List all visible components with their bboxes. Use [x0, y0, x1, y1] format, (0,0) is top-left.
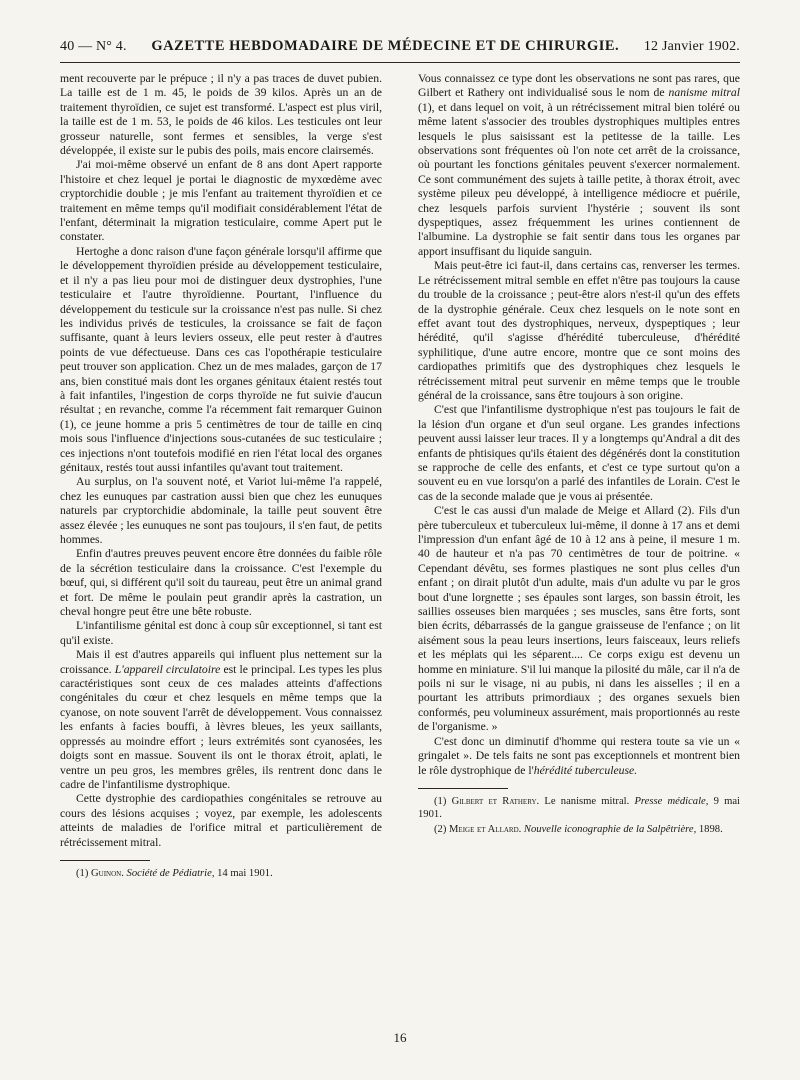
issue-date: 12 Janvier 1902.	[643, 39, 740, 54]
text-run: C'est donc un diminutif d'homme qui restera toute sa vie un « gringalet ». De tels faits ne sont pas exceptionnels et montrent bien le rôle dystrophique de l'	[418, 734, 740, 777]
paragraph	[60, 648, 382, 792]
italic-term: hérédité tuberculeuse.	[533, 763, 638, 777]
text-run: est le principal. Les types les plus caractéristiques sont ceux de ces malades atteints d'affections congénitales du cœur et chez lesquels en même temps que la cyanose, on note souvent l'arrêt de développement. Vous connaissez les enfants à facies bouffi, à lèvres bleues, les yeux saillants, oppressés au moindre effort ; leurs extrémités sont cyanosées, les doigts sont en massue. Souvent ils ont le thorax étroit, aplati, le ventre un peu gros, les membres grêles, ils rentrent donc dans le cadre de l'infantilisme dystrophique.	[60, 662, 382, 791]
folio-number: 16	[393, 1030, 407, 1045]
footnote-author: Meige et Allard.	[449, 823, 522, 835]
footnote-author: Gilbert et Rathery.	[451, 795, 540, 807]
footnote-rule	[60, 860, 150, 861]
footnote	[418, 823, 740, 836]
text-run: Vous connaissez ce type dont les observations ne sont pas rares, que Gilbert et Rathery ont individualisé sous le nom de	[418, 72, 740, 100]
italic-term: L'appareil circulatoire	[114, 662, 221, 676]
paragraph: J'ai moi-même observé un enfant de 8 ans dont Apert rapporte l'histoire et chez lequel je portai le diagnostic de myxœdème avec cryptorchidie double ; je mis l'enfant au traitement thyroïdien et ce traitement en même temps qu'il modifiait considérablement l'état de l'enfant, déterminait la migration testiculaire, comme Apert put le constater.	[60, 158, 382, 244]
page-label: 40 — N° 4.	[60, 39, 127, 54]
footnote-number: (1)	[434, 795, 452, 807]
footnote-number: (2)	[434, 823, 450, 835]
footnote-date: 1898.	[696, 823, 723, 835]
footnote-title: Le nanisme mitral.	[539, 795, 630, 807]
header-rule	[60, 62, 740, 63]
paragraph	[418, 72, 740, 259]
paragraph: C'est que l'infantilisme dystrophique n'est pas toujours le fait de la lésion d'un organe et d'un seul organe. Les grandes infections peuvent aussi laisser leur traces. Il y a longtemps qu'Andral a dit des enfants de phtisiques qu'ils étaient des dégénérés dont la constitution se rapproche de celle des enfants, et c'est ce type surtout qu'on a souvent eu en vue lorsqu'on a parlé des infantiles de Lorain. C'est le cas de la seconde malade que je vous ai présentée.	[418, 403, 740, 503]
text-run: (1), et dans lequel on voit, à un rétrécissement mitral bien toléré ou même latent s'associer des troubles dystrophiques multiples entres lesquels le plus saisissant est la petitesse de la taille. Les observations sont fréquentes où l'on note cet arrêt de la croissance, où pourtant les fonctions génitales peuvent s'exercer normalement. Ce sont communément des sujets à taille petite, à thorax étroit, avec système pileux peu développé, à intelligence médiocre et puérile, chez lesquels parfois survient l'hystérie ; souvent ils sont dyspeptiques, assez fréquemment les urines contiennent de l'albumine. La dystrophie se fait sentir dans tous les organes par apport insuffisant du liquide sanguin.	[418, 100, 740, 258]
paragraph: Cette dystrophie des cardiopathies congénitales se retrouve au cours des lésions acquises ; voyez, par exemple, les adolescents atteints de maladies de l'orifice mitral et particulièrement de rétrécissement mitral.	[60, 792, 382, 849]
footnote-source: Société de Pédiatrie,	[123, 867, 215, 879]
paragraph: Enfin d'autres preuves peuvent encore être données du faible rôle de la sécrétion testiculaire dans la croissance. C'est l'exemple du bœuf, qui, si différent qu'il soit du taureau, peut être un animal grand et fort. De même le poulain peut grandir après la castration, un cheval hongre peut être une bête robuste.	[60, 547, 382, 619]
footnote-source: Nouvelle iconographie de la Salpêtrière,	[521, 823, 697, 835]
footnote-date: 9 mai 1901.	[418, 795, 740, 820]
paragraph: L'infantilisme génital est donc à coup sûr exceptionnel, si tant est qu'il existe.	[60, 619, 382, 647]
footnote	[418, 795, 740, 821]
left-column	[60, 72, 382, 1022]
paragraph: Mais peut-être ici faut-il, dans certains cas, renverser les termes. Le rétrécissement mitral semble en effet n'être pas toujours la cause du trouble de la croissance ; peut-être alors n'est-il qu'un des effets de la dystrophie générale. Ceux chez lesquels on le note sont en effet avant tout des dystrophiques, nerveux, dyspeptiques ; leur hérédité, qu'il s'agisse d'hérédité tuberculeuse, d'hérédité syphilitique, d'une autre encore, montre que ce sont moins des cardiopathes primitifs que des dystrophiques chez lesquels le rétrécissement mitral peut survenir en même temps que le trouble général de la croissance, sans être toujours à son origine.	[418, 259, 740, 402]
italic-term: nanisme mitral	[668, 86, 740, 100]
text-run: Mais il est d'autres appareils qui influent plus nettement sur la croissance.	[60, 648, 382, 676]
footnote-author: Guinon.	[91, 867, 124, 879]
footnote	[60, 867, 382, 880]
footnote-date: 14 mai 1901.	[214, 867, 273, 879]
paragraph: Hertoghe a donc raison d'une façon générale lorsqu'il affirme que le développement thyroïdien préside au développement testiculaire, et il n'y a pas lieu pour moi de distinguer deux dystrophies, l'une testiculaire et l'autre thyroïdienne. Pourtant, l'influence du développement du testicule sur la croissance n'est pas nulle. Si chez les individus privés de testicules, la croissance se fait de façon suffisante, quant à leurs leviers osseux, elle peut rester à d'autres points de vue défectueuse. Dans ces cas l'opothérapie testiculaire peut trouver son application. Chez un de mes malades, garçon de 17 ans, bien constitué mais dont les organes génitaux étaient restés tout à fait infantiles, l'ingestion de corps thyroïde ne fut suivie d'aucun résultat ; en revanche, comme l'a récemment fait remarquer Guinon (1), ce jeune homme a pris 5 centimètres de tour de taille en cinq mois sous l'influence d'injections sous-cutanées de suc testiculaire ; ces injections n'ont toutefois modifié en rien l'état local des organes génitaux, restés tout aussi infantiles qu'avant tout traitement.	[60, 244, 382, 474]
paragraph: C'est le cas aussi d'un malade de Meige et Allard (2). Fils d'un père tuberculeux et tuberculeux lui-même, il donne à 17 ans et demi l'impression d'un enfant âgé de 10 à 12 ans à peine, il mesure 1 m. 40 de hauteur et n'a pas 70 centimètres de tour de poitrine. « Cependant dévêtu, ses formes plastiques ne sont plus celles d'un enfant ; on dirait plutôt d'un adulte, mais d'un adulte vu par le gros bout d'une lorgnette ; ses épaules sont larges, son bassin étroit, les saillies osseuses bien marquées ; ses muscles, sans être forts, sont bien écrits, débarrassés de la gangue graisseuse de l'enfance ; on lit aisément sous la peau leurs insertions, leurs faisceaux, leurs reliefs et les méplats qui les séparent.... Ce corps exigu est devenu un homme en miniature. S'il lui manque la pilosité du mâle, car il n'a de poils ni sur le visage, ni au pubis, ni dans les aisselles ; il en a pourtant les attributs primordiaux ; des organes sexuels bien conformés, peu volumineux assurément, mais proportionnés au reste de l'organisme. »	[418, 504, 740, 734]
paragraph: ment recouverte par le prépuce ; il n'y a pas traces de duvet pubien. La taille est de 1 m. 45, le poids de 39 kilos. Après un an de traitement thyroïdien, ce sujet est transformé. L'aspect est plus viril, la taille est de 1 m. 53, le poids de 46 kilos. Les testicules ont leur grosseur naturelle, sont fermes et sensibles, la verge s'est développée, il existe sur le pubis des poils, mais encore clairsemés.	[60, 72, 382, 158]
footnote-rule	[418, 788, 508, 789]
running-header	[60, 38, 740, 60]
footnote-source: Presse médicale,	[629, 795, 709, 807]
journal-title: GAZETTE HEBDOMADAIRE DE MÉDECINE ET DE CHIRURGIE.	[151, 38, 620, 54]
right-column	[418, 72, 740, 1022]
paragraph	[418, 735, 740, 778]
paragraph: Au surplus, on l'a souvent noté, et Variot lui-même l'a rappelé, chez les eunuques par castration aussi bien que chez les eunuques naturels par cryptorchidie abdominale, la taille peut souvent être assez élevée ; les eunuques ne sont pas toujours, il s'en faut, de petits hommes.	[60, 475, 382, 546]
footnote-number: (1)	[76, 867, 92, 879]
